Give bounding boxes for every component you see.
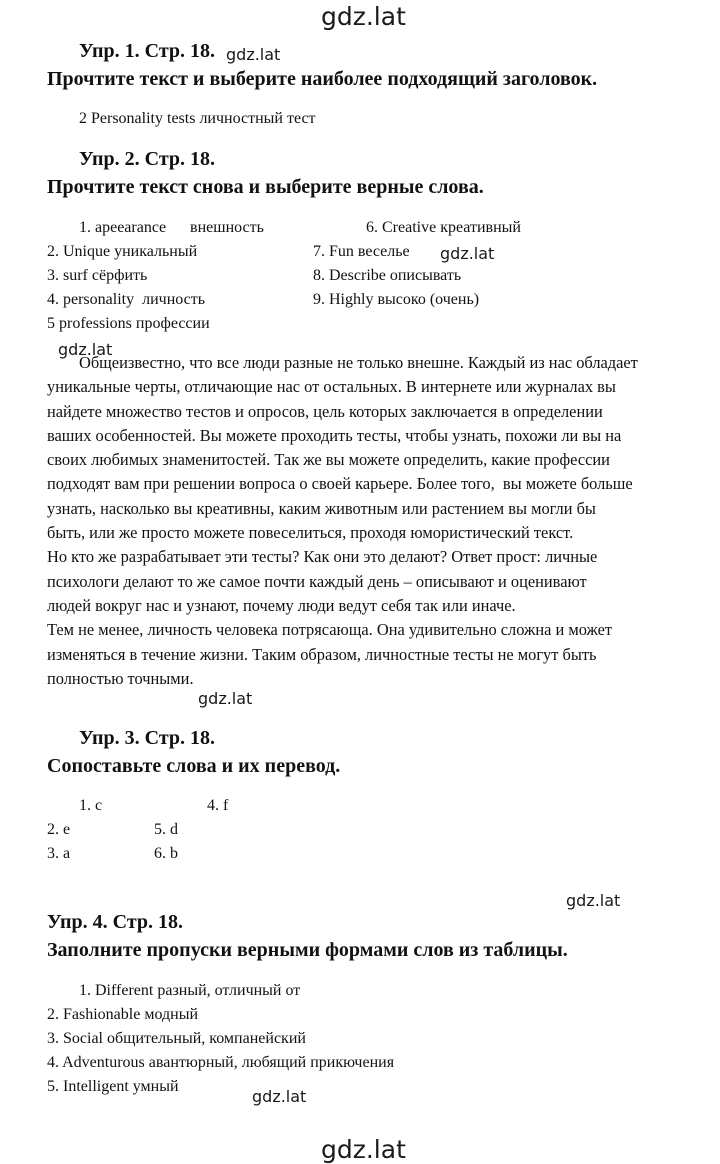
exercise-1-answer: 2 Personality tests личностный тест [79,110,316,127]
list-item: 9. Highly высоко (очень) [313,291,480,308]
exercise-2-title: Упр. 2. Стр. 18. [79,148,216,170]
text-line: своих любимых знаменитостей. Так же вы можете определить, какие профессии [47,450,610,470]
list-item: 5. Intelligent умный [47,1078,179,1095]
watermark: gdz.lat [566,891,621,910]
text-line: изменяться в течение жизни. Таким образом, личностные тесты не могут быть [47,644,597,664]
list-item: 6. Creative креативный [366,219,521,236]
list-item: 1. Different разный, отличный от [79,982,301,999]
watermark-bottom: gdz.lat [321,1135,406,1164]
exercise-4-task: Заполните пропуски верными формами слов из таблицы. [47,939,568,961]
list-item: 6. b [154,845,178,862]
exercise-4-title: Упр. 4. Стр. 18. [47,911,184,933]
list-item: 5 professions профессии [47,315,210,332]
text-line: узнать, насколько вы креативны, каким животным или растением вы могли бы [47,498,596,518]
text-line: полностью точными. [47,668,194,688]
translation-paragraph [47,351,707,691]
exercise-1-title: Упр. 1. Стр. 18. [79,40,216,62]
list-item: 4. Adventurous авантюрный, любящий прикючения [47,1054,395,1071]
text-line: Тем не менее, личность человека потрясающа. Она удивительно сложна и может [47,620,613,640]
list-item: 1. apeearance внешность [79,219,264,236]
watermark: gdz.lat [252,1087,307,1106]
text-line: подходят вам при решении вопроса о своей карьере. Более того, вы можете больше [47,474,633,494]
text-line: людей вокруг нас и узнают, почему люди ведут себя так или иначе. [47,595,516,615]
watermark: gdz.lat [58,340,113,359]
text-line: Но кто же разрабатывает эти тесты? Как они это делают? Ответ прост: личные [47,547,598,567]
text-line: ваших особенностей. Вы можете проходить тесты, чтобы узнать, похожи ли вы на [47,425,622,445]
exercise-3-task: Сопоставьте слова и их перевод. [47,755,341,777]
text-line: уникальные черты, отличающие нас от остальных. В интернете или журналах вы [47,377,616,397]
watermark-top: gdz.lat [321,2,406,31]
exercise-1-task: Прочтите текст и выберите наиболее подходящий заголовок. [47,68,598,90]
list-item: 3. Social общительный, компанейский [47,1030,306,1047]
list-item: 1. c [79,797,103,814]
list-item: 2. e [47,821,71,838]
exercise-3-title: Упр. 3. Стр. 18. [79,727,216,749]
list-item: 2. Unique уникальный [47,243,198,260]
list-item: 3. surf сёрфить [47,267,148,284]
list-item: 4. personality личность [47,291,206,308]
list-item: 7. Fun веселье [313,243,410,260]
watermark: gdz.lat [440,244,495,263]
exercise-2-task: Прочтите текст снова и выберите верные слова. [47,176,484,198]
text-line: Общеизвестно, что все люди разные не только внешне. Каждый из нас обладает [79,353,638,372]
watermark: gdz.lat [198,689,253,708]
text-line: психологи делают то же самое почти каждый день – описывают и оценивают [47,571,587,591]
text-line: быть, или же просто можете повеселиться, проходя юмористический текст. [47,523,574,543]
text-line: найдете множество тестов и опросов, цель которых заключается в определении [47,401,603,421]
list-item: 3. a [47,845,71,862]
list-item: 4. f [207,797,229,814]
list-item: 5. d [154,821,178,838]
watermark: gdz.lat [226,45,281,64]
list-item: 2. Fashionable модный [47,1006,198,1023]
list-item: 8. Describe описывать [313,267,462,284]
